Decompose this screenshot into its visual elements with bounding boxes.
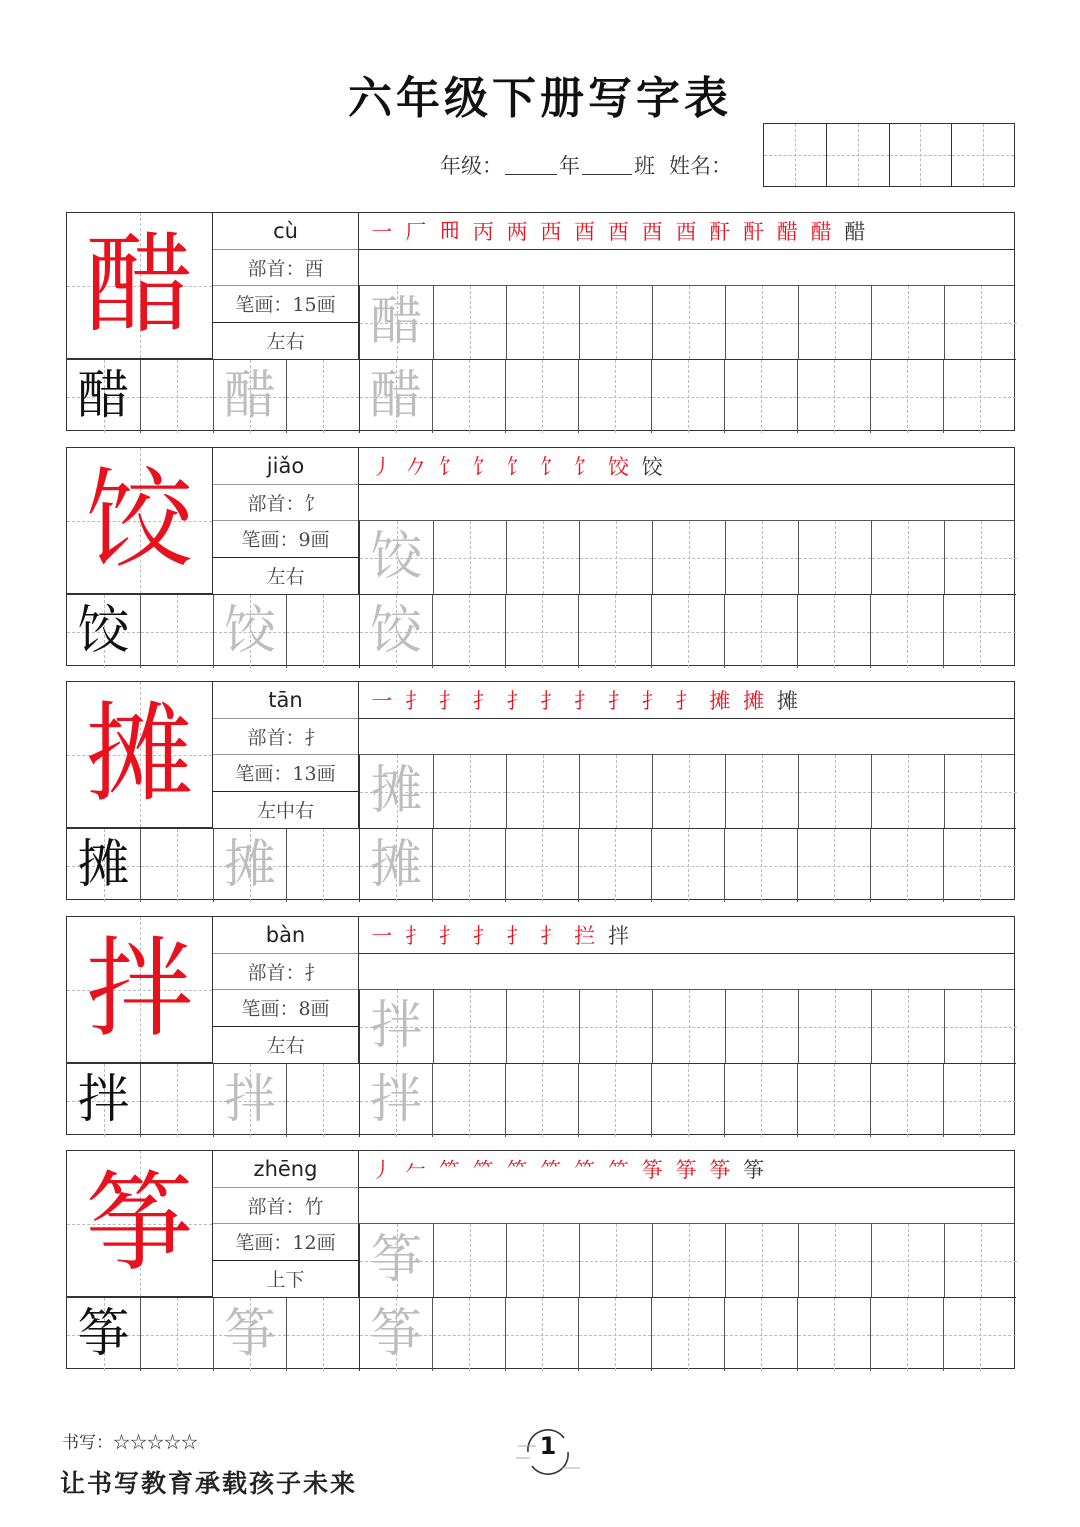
- practice-cell[interactable]: [943, 360, 1016, 433]
- model-character: 饺: [85, 458, 194, 583]
- practice-cell[interactable]: [652, 990, 725, 1063]
- stroke-step: 饣: [574, 454, 596, 479]
- practice-cell[interactable]: [579, 755, 652, 828]
- practice-cell[interactable]: [360, 286, 433, 359]
- stroke-step: 筝: [675, 1157, 697, 1182]
- practice-cell[interactable]: [360, 521, 433, 594]
- stroke-step: 饣: [540, 454, 562, 479]
- stroke-step: 醋: [810, 219, 832, 244]
- structure: 左右: [266, 566, 305, 589]
- practice-cell[interactable]: [944, 990, 1017, 1063]
- character-block: [66, 212, 1015, 431]
- practice-cell[interactable]: [286, 1064, 359, 1137]
- practice-cell[interactable]: [943, 1064, 1016, 1137]
- stroke-step: 𠂉: [405, 1157, 427, 1182]
- practice-cell[interactable]: [871, 286, 944, 359]
- trace-character: 醋: [370, 292, 423, 352]
- trace-character: 饺: [223, 601, 276, 661]
- stroke-step: 醋: [844, 219, 866, 244]
- stroke-step: 酉: [641, 219, 663, 244]
- practice-cell[interactable]: [652, 1224, 725, 1297]
- student-info-line: [440, 150, 732, 180]
- radical: 部首：饣: [213, 485, 358, 522]
- practice-cell[interactable]: [798, 755, 871, 828]
- character-info: [213, 1151, 359, 1297]
- stroke-step: ⺮: [438, 1157, 460, 1182]
- practice-cell[interactable]: [359, 360, 432, 433]
- practice-cell[interactable]: [943, 829, 1016, 902]
- stroke-step: 厂: [405, 219, 427, 244]
- practice-cell[interactable]: [505, 1298, 578, 1371]
- stroke-step: 拦: [574, 923, 596, 948]
- practice-cell[interactable]: [432, 1298, 505, 1371]
- stroke-step: 一: [371, 923, 393, 948]
- practice-cell[interactable]: [286, 360, 359, 433]
- character-info: [213, 682, 359, 828]
- stroke-count: 笔画：13画: [213, 755, 358, 792]
- practice-cell[interactable]: [432, 360, 505, 433]
- practice-cell[interactable]: [505, 829, 578, 902]
- structure: 左右: [266, 331, 305, 354]
- print-character: 拌: [77, 1070, 130, 1130]
- print-character: 摊: [77, 835, 130, 895]
- practice-grid-bottom: [67, 1063, 1016, 1137]
- trace-character: 筝: [370, 1230, 423, 1290]
- practice-cell[interactable]: [506, 990, 579, 1063]
- slogan: 让书写教育承载孩子未来: [60, 1469, 358, 1498]
- practice-cell[interactable]: [359, 1064, 432, 1137]
- practice-cell[interactable]: [651, 829, 724, 902]
- stroke-step: 筝: [709, 1157, 731, 1182]
- practice-cell[interactable]: [944, 755, 1017, 828]
- name-cell[interactable]: [826, 124, 889, 186]
- stroke-step: 饺: [607, 454, 629, 479]
- practice-cell[interactable]: [652, 286, 725, 359]
- practice-cell[interactable]: [505, 1064, 578, 1137]
- stroke-step: 扌: [540, 923, 562, 948]
- practice-cell[interactable]: [579, 990, 652, 1063]
- stroke-step: ⺮: [607, 1157, 629, 1182]
- practice-cell[interactable]: [797, 1064, 870, 1137]
- page-number: 1: [539, 1432, 557, 1460]
- trace-character: 拌: [223, 1070, 276, 1130]
- trace-character: 筝: [369, 1304, 422, 1364]
- practice-cell[interactable]: [67, 1064, 140, 1137]
- stroke-step: 饣: [472, 454, 494, 479]
- stroke-order: [359, 213, 1014, 250]
- practice-grid-top: [359, 286, 1017, 359]
- radical: 部首：竹: [213, 1188, 358, 1225]
- stroke-step: ⺮: [506, 1157, 528, 1182]
- practice-cell[interactable]: [578, 1064, 651, 1137]
- character-block: [66, 916, 1015, 1135]
- stroke-step: 一: [371, 688, 393, 713]
- practice-cell[interactable]: [725, 990, 798, 1063]
- pinyin: jiǎo: [213, 448, 358, 485]
- practice-cell[interactable]: [359, 595, 432, 668]
- blank-row: [359, 719, 1014, 756]
- model-character: 醋: [85, 223, 194, 348]
- practice-cell[interactable]: [652, 521, 725, 594]
- stroke-step: 丿: [371, 1157, 393, 1182]
- practice-grid-top: [359, 521, 1017, 594]
- practice-cell[interactable]: [870, 360, 943, 433]
- practice-cell[interactable]: [871, 521, 944, 594]
- practice-cell[interactable]: [213, 360, 286, 433]
- practice-cell[interactable]: [871, 755, 944, 828]
- character-info: [213, 448, 359, 594]
- model-character: 筝: [85, 1161, 194, 1286]
- practice-cell[interactable]: [359, 1298, 432, 1371]
- grade-blank[interactable]: [505, 156, 557, 175]
- radical: 部首：扌: [213, 719, 358, 756]
- practice-cell[interactable]: [797, 595, 870, 668]
- blank-row: [359, 250, 1014, 287]
- practice-cell[interactable]: [579, 286, 652, 359]
- practice-cell[interactable]: [432, 1064, 505, 1137]
- character-info: [213, 917, 359, 1063]
- stroke-step: 酉: [607, 219, 629, 244]
- practice-cell[interactable]: [432, 829, 505, 902]
- practice-cell[interactable]: [725, 521, 798, 594]
- practice-cell[interactable]: [871, 990, 944, 1063]
- name-label: 姓名：: [669, 154, 732, 178]
- practice-cell[interactable]: [433, 521, 506, 594]
- stroke-step: ⺮: [472, 1157, 494, 1182]
- practice-cell[interactable]: [67, 829, 140, 902]
- practice-grid-bottom: [67, 828, 1016, 902]
- stroke-step: 丙: [472, 219, 494, 244]
- practice-cell[interactable]: [797, 829, 870, 902]
- practice-cell[interactable]: [506, 521, 579, 594]
- practice-cell[interactable]: [213, 1298, 286, 1371]
- stroke-step: 丿: [371, 454, 393, 479]
- print-character: 醋: [77, 366, 130, 426]
- stroke-count: 笔画：9画: [213, 521, 358, 558]
- pinyin: tān: [213, 682, 358, 719]
- practice-grid-bottom: [67, 594, 1016, 668]
- practice-cell[interactable]: [724, 1298, 797, 1371]
- stroke-order: [359, 917, 1014, 954]
- practice-cell[interactable]: [798, 1224, 871, 1297]
- stroke-step: 扌: [438, 923, 460, 948]
- practice-cell[interactable]: [724, 595, 797, 668]
- stroke-step: 扌: [405, 688, 427, 713]
- stroke-step: 酉: [574, 219, 596, 244]
- practice-cell[interactable]: [505, 595, 578, 668]
- model-character-cell: [67, 682, 213, 828]
- practice-cell[interactable]: [140, 595, 213, 668]
- practice-cell[interactable]: [67, 1298, 140, 1371]
- stroke-order: [359, 682, 1014, 719]
- practice-cell[interactable]: [725, 286, 798, 359]
- practice-grid-top: [359, 755, 1017, 828]
- writing-rating: 书写：☆☆☆☆☆: [62, 1433, 198, 1453]
- stroke-step: 酉: [675, 219, 697, 244]
- stroke-step: 摊: [743, 688, 765, 713]
- practice-cell[interactable]: [213, 595, 286, 668]
- practice-cell[interactable]: [432, 595, 505, 668]
- practice-cell[interactable]: [724, 829, 797, 902]
- practice-cell[interactable]: [870, 1064, 943, 1137]
- name-writing-grid[interactable]: [763, 123, 1015, 187]
- model-character: 摊: [85, 692, 194, 817]
- stroke-count: 笔画：12画: [213, 1224, 358, 1261]
- practice-cell[interactable]: [651, 595, 724, 668]
- practice-cell[interactable]: [797, 1298, 870, 1371]
- stroke-step: 扌: [472, 688, 494, 713]
- character-block: [66, 681, 1015, 900]
- class-blank[interactable]: [582, 156, 632, 175]
- stroke-step: 两: [506, 219, 528, 244]
- practice-cell[interactable]: [724, 1064, 797, 1137]
- page-title: 六年级下册写字表: [348, 73, 732, 124]
- character-block: [66, 447, 1015, 666]
- stroke-step: 𠂊: [405, 454, 427, 479]
- stroke-step: 扌: [641, 688, 663, 713]
- stroke-step: 饣: [438, 454, 460, 479]
- structure: 上下: [266, 1269, 305, 1292]
- practice-cell[interactable]: [943, 1298, 1016, 1371]
- stroke-step: 筝: [641, 1157, 663, 1182]
- practice-cell[interactable]: [433, 990, 506, 1063]
- practice-cell[interactable]: [433, 1224, 506, 1297]
- practice-cell[interactable]: [213, 829, 286, 902]
- radical: 部首：酉: [213, 250, 358, 287]
- stroke-step: 酐: [709, 219, 731, 244]
- print-character: 筝: [77, 1304, 130, 1364]
- practice-cell[interactable]: [652, 755, 725, 828]
- trace-character: 饺: [369, 601, 422, 661]
- practice-cell[interactable]: [433, 755, 506, 828]
- practice-cell[interactable]: [944, 521, 1017, 594]
- stroke-step: 扌: [506, 688, 528, 713]
- print-character: 饺: [77, 601, 130, 661]
- blank-row: [359, 485, 1014, 522]
- name-cell[interactable]: [764, 124, 826, 186]
- trace-character: 醋: [369, 366, 422, 426]
- pinyin: cù: [213, 213, 358, 250]
- class-label: 班: [634, 154, 655, 178]
- trace-character: 摊: [369, 835, 422, 895]
- practice-cell[interactable]: [140, 360, 213, 433]
- practice-cell[interactable]: [67, 360, 140, 433]
- practice-cell[interactable]: [506, 755, 579, 828]
- practice-cell[interactable]: [871, 1224, 944, 1297]
- stroke-step: 扌: [405, 923, 427, 948]
- stroke-step: 饺: [641, 454, 663, 479]
- practice-cell[interactable]: [944, 1224, 1017, 1297]
- stroke-order: [359, 448, 1014, 485]
- trace-character: 醋: [223, 366, 276, 426]
- practice-cell[interactable]: [944, 286, 1017, 359]
- grade-label: 年级：: [440, 154, 503, 178]
- stroke-step: 醋: [776, 219, 798, 244]
- character-info: [213, 213, 359, 359]
- practice-cell[interactable]: [798, 286, 871, 359]
- pinyin: zhēng: [213, 1151, 358, 1188]
- stroke-step: 扌: [438, 688, 460, 713]
- trace-character: 摊: [223, 835, 276, 895]
- stroke-step: 扌: [675, 688, 697, 713]
- stroke-step: 拌: [607, 923, 629, 948]
- structure: 左右: [266, 1035, 305, 1058]
- practice-cell[interactable]: [360, 990, 433, 1063]
- practice-cell[interactable]: [725, 755, 798, 828]
- practice-cell[interactable]: [578, 595, 651, 668]
- practice-cell[interactable]: [286, 1298, 359, 1371]
- trace-character: 拌: [370, 996, 423, 1056]
- trace-character: 筝: [223, 1304, 276, 1364]
- page-number-badge: [514, 1418, 582, 1486]
- practice-cell[interactable]: [870, 595, 943, 668]
- practice-cell[interactable]: [286, 829, 359, 902]
- blank-row: [359, 954, 1014, 991]
- practice-cell[interactable]: [798, 990, 871, 1063]
- stroke-step: 𠕁: [438, 218, 460, 243]
- name-cell[interactable]: [889, 124, 952, 186]
- stroke-order: [359, 1151, 1014, 1188]
- practice-grid-bottom: [67, 359, 1016, 433]
- stroke-step: 扌: [540, 688, 562, 713]
- blank-row: [359, 1188, 1014, 1225]
- stroke-step: 一: [371, 219, 393, 244]
- model-character-cell: [67, 917, 213, 1063]
- practice-cell[interactable]: [140, 829, 213, 902]
- practice-cell[interactable]: [286, 595, 359, 668]
- practice-grid-top: [359, 990, 1017, 1063]
- practice-cell[interactable]: [578, 1298, 651, 1371]
- stroke-step: 西: [540, 219, 562, 244]
- practice-cell[interactable]: [798, 521, 871, 594]
- practice-cell[interactable]: [433, 286, 506, 359]
- practice-grid-bottom: [67, 1297, 1016, 1371]
- practice-cell[interactable]: [724, 360, 797, 433]
- practice-cell[interactable]: [579, 521, 652, 594]
- stroke-step: 扌: [607, 688, 629, 713]
- practice-cell[interactable]: [579, 1224, 652, 1297]
- practice-cell[interactable]: [360, 1224, 433, 1297]
- practice-cell[interactable]: [578, 829, 651, 902]
- model-character-cell: [67, 213, 213, 359]
- stroke-step: 摊: [709, 688, 731, 713]
- trace-character: 摊: [370, 761, 423, 821]
- practice-cell[interactable]: [140, 1064, 213, 1137]
- practice-cell[interactable]: [506, 1224, 579, 1297]
- practice-cell[interactable]: [140, 1298, 213, 1371]
- stroke-step: 扌: [506, 923, 528, 948]
- trace-character: 拌: [369, 1070, 422, 1130]
- character-block: [66, 1150, 1015, 1369]
- stroke-step: 摊: [776, 688, 798, 713]
- stroke-step: 酐: [743, 219, 765, 244]
- stroke-count: 笔画：15画: [213, 286, 358, 323]
- practice-cell[interactable]: [506, 286, 579, 359]
- year-label: 年: [559, 154, 580, 178]
- practice-grid-top: [359, 1224, 1017, 1297]
- stroke-step: 扌: [472, 923, 494, 948]
- trace-character: 饺: [370, 527, 423, 587]
- practice-cell[interactable]: [651, 1064, 724, 1137]
- practice-cell[interactable]: [213, 1064, 286, 1137]
- pinyin: bàn: [213, 917, 358, 954]
- practice-cell[interactable]: [797, 360, 870, 433]
- stroke-step: 扌: [574, 688, 596, 713]
- stroke-step: ⺮: [574, 1157, 596, 1182]
- practice-cell[interactable]: [870, 829, 943, 902]
- model-character-cell: [67, 448, 213, 594]
- practice-cell[interactable]: [651, 360, 724, 433]
- practice-cell[interactable]: [578, 360, 651, 433]
- model-character-cell: [67, 1151, 213, 1297]
- structure: 左中右: [256, 800, 314, 823]
- practice-cell[interactable]: [651, 1298, 724, 1371]
- practice-cell[interactable]: [943, 595, 1016, 668]
- name-cell[interactable]: [951, 124, 1014, 186]
- practice-cell[interactable]: [725, 1224, 798, 1297]
- stroke-step: ⺮: [540, 1157, 562, 1182]
- stroke-count: 笔画：8画: [213, 990, 358, 1027]
- stroke-step: 筝: [743, 1157, 765, 1182]
- practice-cell[interactable]: [870, 1298, 943, 1371]
- radical: 部首：扌: [213, 954, 358, 991]
- practice-cell[interactable]: [360, 755, 433, 828]
- stroke-step: 饣: [506, 454, 528, 479]
- practice-cell[interactable]: [359, 829, 432, 902]
- practice-cell[interactable]: [67, 595, 140, 668]
- model-character: 拌: [85, 927, 194, 1052]
- practice-cell[interactable]: [505, 360, 578, 433]
